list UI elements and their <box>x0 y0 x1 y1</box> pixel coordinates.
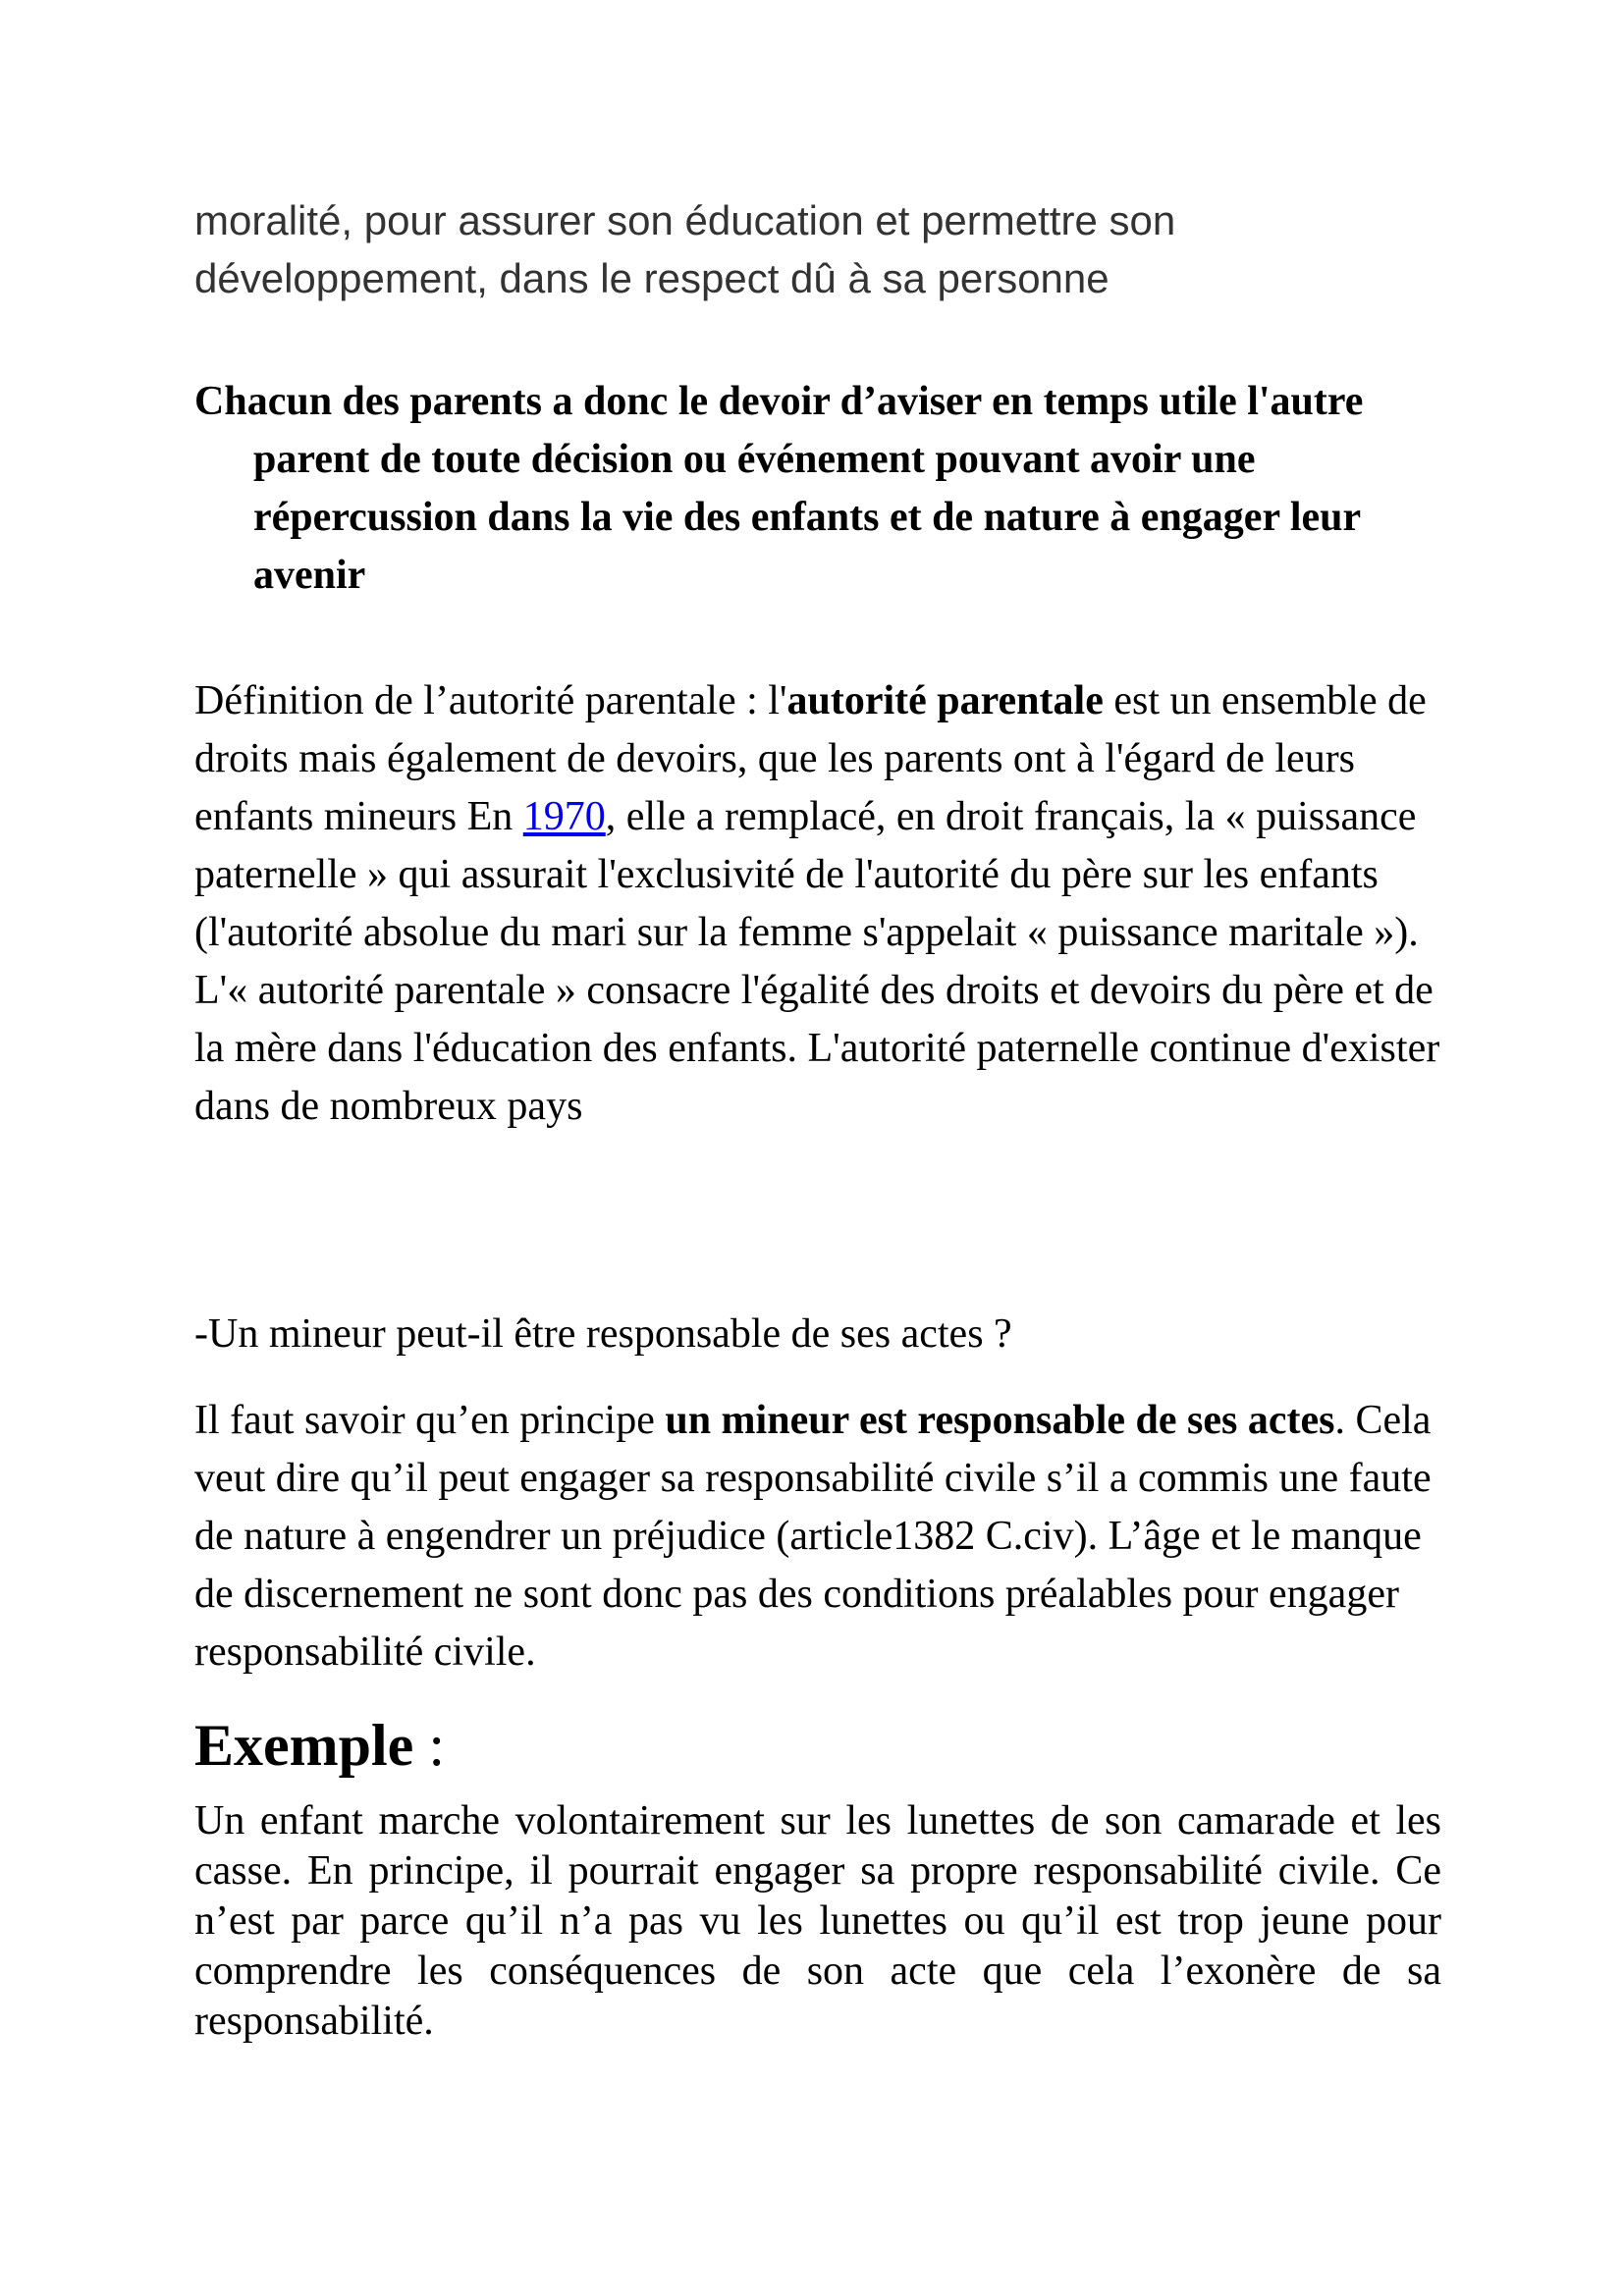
principle-rest: . Cela veut dire qu’il peut engager sa responsabilité civile s’il a commis une faute de nature à engendrer un préjudice (article1382 C.civ). L’âge et le manque de discernement ne sont donc pas des conditions préalables pour engager responsabilité civile. <box>194 1398 1432 1675</box>
definition-bold-term: autorité parentale <box>786 678 1104 723</box>
exemple-heading <box>194 1706 445 1785</box>
definition-part1: est un ensemble de droits mais également de devoirs, que les parents ont à l'égard de leurs enfants mineurs En <box>194 678 1427 839</box>
paragraph-morality: moralité, pour assurer son éducation et permettre son développement, dans le respect dû à sa personne <box>194 197 1176 301</box>
question-heading: -Un mineur peut-il être responsable de ses actes ? <box>194 1311 1012 1357</box>
exemple-colon: : <box>413 1713 445 1778</box>
definition-lead: Définition de l’autorité parentale : l' <box>194 678 787 723</box>
principle-bold: un mineur est responsable de ses actes <box>665 1398 1335 1443</box>
principle-lead: Il faut savoir qu’en principe <box>194 1398 666 1443</box>
paragraph-principle <box>194 1392 1441 1682</box>
paragraph-example: Un enfant marche volontairement sur les lunettes de son camarade et les casse. En principe, il pourrait engager sa propre responsabilité civile. Ce n’est par parce qu’il n’a pas vu les lunettes ou qu’il est trop jeune pour comprendre les conséquences de son acte que cela l’exonère de sa responsabilité. <box>194 1798 1441 2044</box>
exemple-title: Exemple <box>194 1713 414 1778</box>
year-1970-link[interactable]: 1970 <box>522 794 606 839</box>
paragraph-duty-to-inform: Chacun des parents a donc le devoir d’aviser en temps utile l'autre parent de toute décision ou événement pouvant avoir une répercussion dans la vie des enfants et de nature à engager leur avenir <box>194 379 1364 598</box>
paragraph-definition <box>194 672 1441 1136</box>
definition-part2: , elle a remplacé, en droit français, la « puissance paternelle » qui assurait l'exclusivité de l'autorité du père sur les enfants (l'autorité absolue du mari sur la femme s'appelait « puissance maritale »). L'« autorité parentale » consacre l'égalité des droits et devoirs du père et de la mère dans l'éducation des enfants. L'autorité paternelle continue d'exister dans de nombreux pays <box>194 794 1440 1129</box>
